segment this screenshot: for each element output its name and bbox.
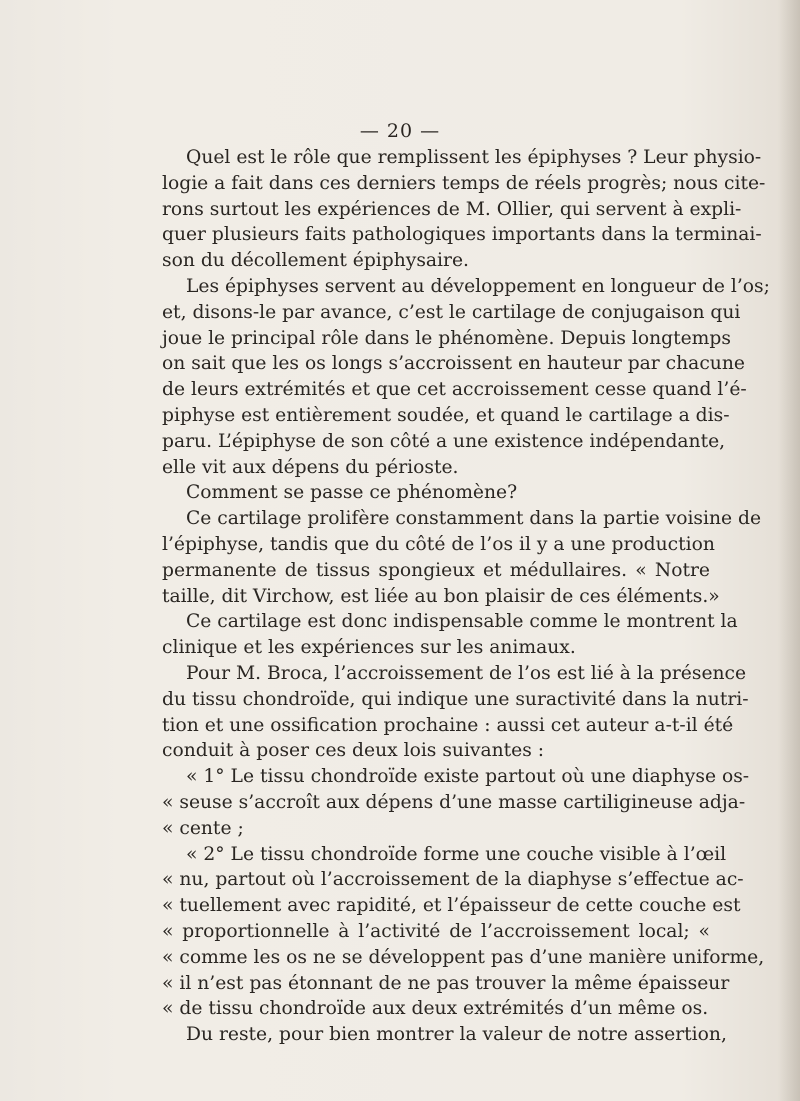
text-line: du tissu chondroïde, qui indique une suractivité dans la nutri- xyxy=(162,688,749,710)
text-line: piphyse est entièrement soudée, et quand le cartilage a dis- xyxy=(162,404,730,426)
text-line: « proportionnelle à l’activité de l’accroissement local; « xyxy=(162,920,710,942)
text-block xyxy=(162,145,770,1048)
text-line: « nu, partout où l’accroissement de la diaphyse s’effectue ac- xyxy=(162,869,744,891)
text-line: « 1° Le tissu chondroïde existe partout où une diaphyse os- xyxy=(186,766,750,788)
text-line: rons surtout les expériences de M. Ollier, qui servent à expli- xyxy=(162,198,742,220)
text-line: tion et une ossification prochaine : aussi cet auteur a-t-il été xyxy=(162,714,734,736)
text-line: paru. L’épiphyse de son côté a une existence indépendante, xyxy=(162,430,726,452)
text-line: Quel est le rôle que remplissent les épiphyses ? Leur physio- xyxy=(186,147,762,168)
text-line: « comme les os ne se développent pas d’une manière uniforme, xyxy=(162,946,765,968)
text-line: Ce cartilage est donc indispensable comme le montrent la xyxy=(186,611,738,633)
text-line: taille, dit Virchow, est liée au bon plaisir de ces éléments.» xyxy=(162,585,720,607)
text-line: on sait que les os longs s’accroissent en hauteur par chacune xyxy=(162,353,745,375)
page-edge-shadow xyxy=(778,0,800,1101)
text-line: son du décollement épiphysaire. xyxy=(162,250,469,272)
text-line: joue le principal rôle dans le phénomène. Depuis longtemps xyxy=(162,327,731,349)
text-line: Pour M. Broca, l’accroissement de l’os est lié à la présence xyxy=(186,662,747,684)
text-line: clinique et les expériences sur les animaux. xyxy=(162,637,576,659)
text-line: quer plusieurs faits pathologiques importants dans la terminai- xyxy=(162,224,762,246)
page-number: — 20 — xyxy=(359,120,441,142)
text-line: permanente de tissus spongieux et médullaires. « Notre xyxy=(162,559,710,581)
text-line: « il n’est pas étonnant de ne pas trouver la même épaisseur xyxy=(162,972,730,994)
text-line: Les épiphyses servent au développement en longueur de l’os; xyxy=(186,275,770,297)
text-line: « seuse s’accroît aux dépens d’une masse cartiligineuse adja- xyxy=(162,791,746,813)
text-line: « de tissu chondroïde aux deux extrémités d’un même os. xyxy=(162,998,709,1020)
text-line: logie a fait dans ces derniers temps de réels progrès; nous cite- xyxy=(162,172,766,194)
text-line: de leurs extrémités et que cet accroissement cesse quand l’é- xyxy=(162,379,747,401)
text-line: Du reste, pour bien montrer la valeur de notre assertion, xyxy=(186,1024,727,1046)
text-line: et, disons-le par avance, c’est le cartilage de conjugaison qui xyxy=(162,301,741,323)
text-line: « 2° Le tissu chondroïde forme une couche visible à l’œil xyxy=(186,843,727,865)
text-line: elle vit aux dépens du périoste. xyxy=(162,456,459,478)
text-line: « cente ; xyxy=(162,817,244,839)
text-line: Ce cartilage prolifère constamment dans la partie voisine de xyxy=(186,508,762,530)
text-line: l’épiphyse, tandis que du côté de l’os il y a une production xyxy=(162,533,715,555)
text-line: Comment se passe ce phénomène? xyxy=(186,482,518,504)
text-line: « tuellement avec rapidité, et l’épaisseur de cette couche est xyxy=(162,895,741,917)
text-line: conduit à poser ces deux lois suivantes : xyxy=(162,740,545,762)
